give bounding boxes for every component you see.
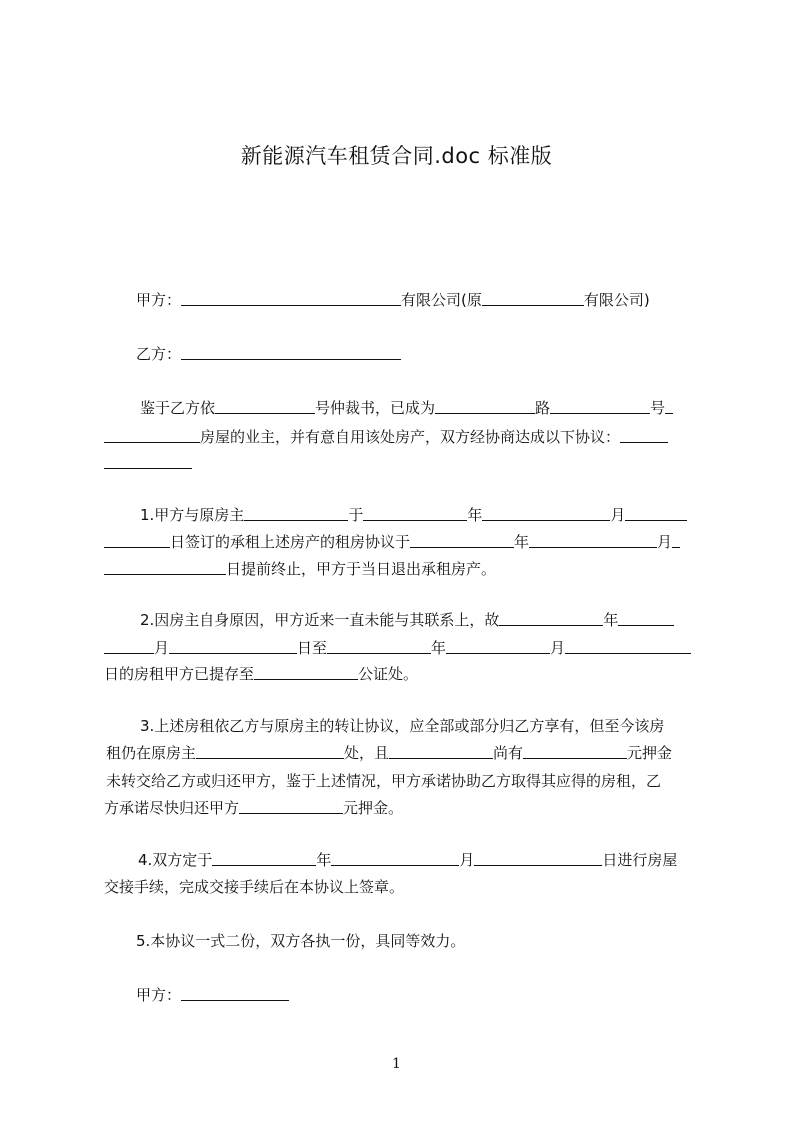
blank-field — [363, 506, 467, 521]
blank-field — [239, 799, 343, 814]
blank-field — [665, 399, 673, 414]
clause-1-line-3 — [104, 559, 704, 579]
clause-4-text: 4.双方定于 — [138, 851, 213, 869]
party-a-label: 甲方： — [136, 291, 182, 309]
preamble-line-3 — [104, 453, 704, 473]
preamble-text: 号仲裁书，已成为 — [315, 399, 436, 417]
year-label: 年 — [603, 611, 619, 629]
clause-4-text: 交接手续，完成交接手续后在本协议上签章。 — [104, 878, 405, 896]
year-label: 年 — [467, 506, 483, 524]
clause-3-text: 尚有 — [493, 744, 524, 762]
clause-3-line-2 — [106, 743, 706, 763]
blank-field — [104, 454, 192, 469]
blank-field — [215, 399, 315, 414]
blank-field — [389, 744, 493, 759]
blank-field — [104, 639, 154, 654]
blank-field — [212, 851, 316, 866]
blank-field — [474, 851, 602, 866]
clause-3-line-1 — [140, 716, 704, 736]
clause-3-text: 租仍在原房主 — [106, 744, 197, 762]
blank-field — [244, 506, 348, 521]
month-label: 月 — [550, 639, 566, 657]
blank-field — [181, 345, 401, 360]
clause-3-line-4 — [104, 798, 704, 818]
blank-field — [620, 428, 668, 443]
blank-field — [181, 291, 401, 306]
signature-party-a — [136, 985, 736, 1005]
blank-field — [104, 560, 226, 575]
blank-field — [499, 611, 603, 626]
clause-3-text: 3.上述房租依乙方与原房主的转让协议，应全部或部分归乙方享有，但至今该房 — [140, 717, 665, 735]
clause-3-text: 元押金。 — [343, 799, 404, 817]
clause-2-line-2 — [104, 638, 704, 658]
preamble-line-2 — [104, 427, 704, 447]
preamble-line-1 — [140, 398, 704, 418]
month-label: 月 — [610, 506, 626, 524]
clause-1-line-1 — [140, 505, 704, 525]
clause-5-line — [136, 931, 736, 951]
clause-4-line-2 — [104, 877, 704, 897]
blank-field — [196, 744, 344, 759]
blank-field — [618, 611, 674, 626]
document-title: 新能源汽车租赁合同.doc 标准版 — [240, 144, 553, 168]
clause-3-text: 处，且 — [344, 744, 390, 762]
year-label: 年 — [431, 639, 447, 657]
blank-field — [331, 851, 459, 866]
year-label: 年 — [514, 533, 530, 551]
clause-3-text: 元押金 — [627, 744, 673, 762]
blank-field — [104, 428, 200, 443]
party-a-line — [136, 290, 736, 310]
party-a-company-suffix-end: 有限公司) — [583, 291, 650, 309]
clause-2-text: 公证处。 — [358, 665, 419, 683]
year-label: 年 — [316, 851, 332, 869]
blank-field — [529, 533, 657, 548]
clause-1-line-2 — [104, 532, 704, 552]
blank-field — [482, 291, 584, 306]
blank-field — [523, 744, 627, 759]
clause-1-text: 日提前终止，甲方于当日退出承租房产。 — [226, 560, 497, 578]
clause-3-text: 方承诺尽快归还甲方 — [104, 799, 240, 817]
blank-field — [446, 639, 550, 654]
month-label: 月 — [657, 533, 673, 551]
preamble-text: 号 — [650, 399, 666, 417]
clause-2-text: 日的房租甲方已提存至 — [104, 665, 255, 683]
clause-3-text: 未转交给乙方或归还甲方，鉴于上述情况，甲方承诺协助乙方取得其应得的房租，乙 — [106, 772, 662, 790]
preamble-text: 鉴于乙方依 — [140, 399, 216, 417]
clause-1-text: 1.甲方与原房主 — [140, 506, 245, 524]
blank-field — [410, 533, 514, 548]
blank-field — [625, 506, 687, 521]
blank-field — [169, 639, 297, 654]
signature-party-a-label: 甲方： — [136, 986, 182, 1004]
preamble-text: 房屋的业主，并有意自用该处房产，双方经协商达成以下协议： — [200, 428, 621, 446]
blank-field — [565, 639, 691, 654]
month-label: 月 — [154, 639, 170, 657]
clause-4-line-1 — [138, 850, 704, 870]
party-b-line — [136, 344, 736, 364]
clause-4-text: 日进行房屋 — [602, 851, 678, 869]
blank-field — [254, 665, 358, 680]
blank-field — [482, 506, 610, 521]
party-a-company-suffix: 有限公司(原 — [401, 291, 482, 309]
clause-3-line-3 — [106, 771, 704, 791]
blank-field — [181, 986, 289, 1001]
blank-field — [327, 639, 431, 654]
clause-2-line-1 — [140, 610, 704, 630]
blank-field — [672, 533, 680, 548]
month-label: 月 — [459, 851, 475, 869]
blank-field — [104, 533, 170, 548]
clause-2-text: 日至 — [297, 639, 328, 657]
preamble-text: 路 — [535, 399, 551, 417]
clause-2-text: 2.因房主自身原因，甲方近来一直未能与其联系上，故 — [140, 611, 500, 629]
clause-5-text: 5.本协议一式二份，双方各执一份，具同等效力。 — [136, 932, 466, 950]
party-b-label: 乙方： — [136, 345, 182, 363]
page-number: 1 — [392, 1056, 401, 1072]
clause-2-line-3 — [104, 664, 704, 684]
blank-field — [550, 399, 650, 414]
blank-field — [435, 399, 535, 414]
clause-1-text: 于 — [348, 506, 364, 524]
clause-1-text: 日签订的承租上述房产的租房协议于 — [170, 533, 411, 551]
